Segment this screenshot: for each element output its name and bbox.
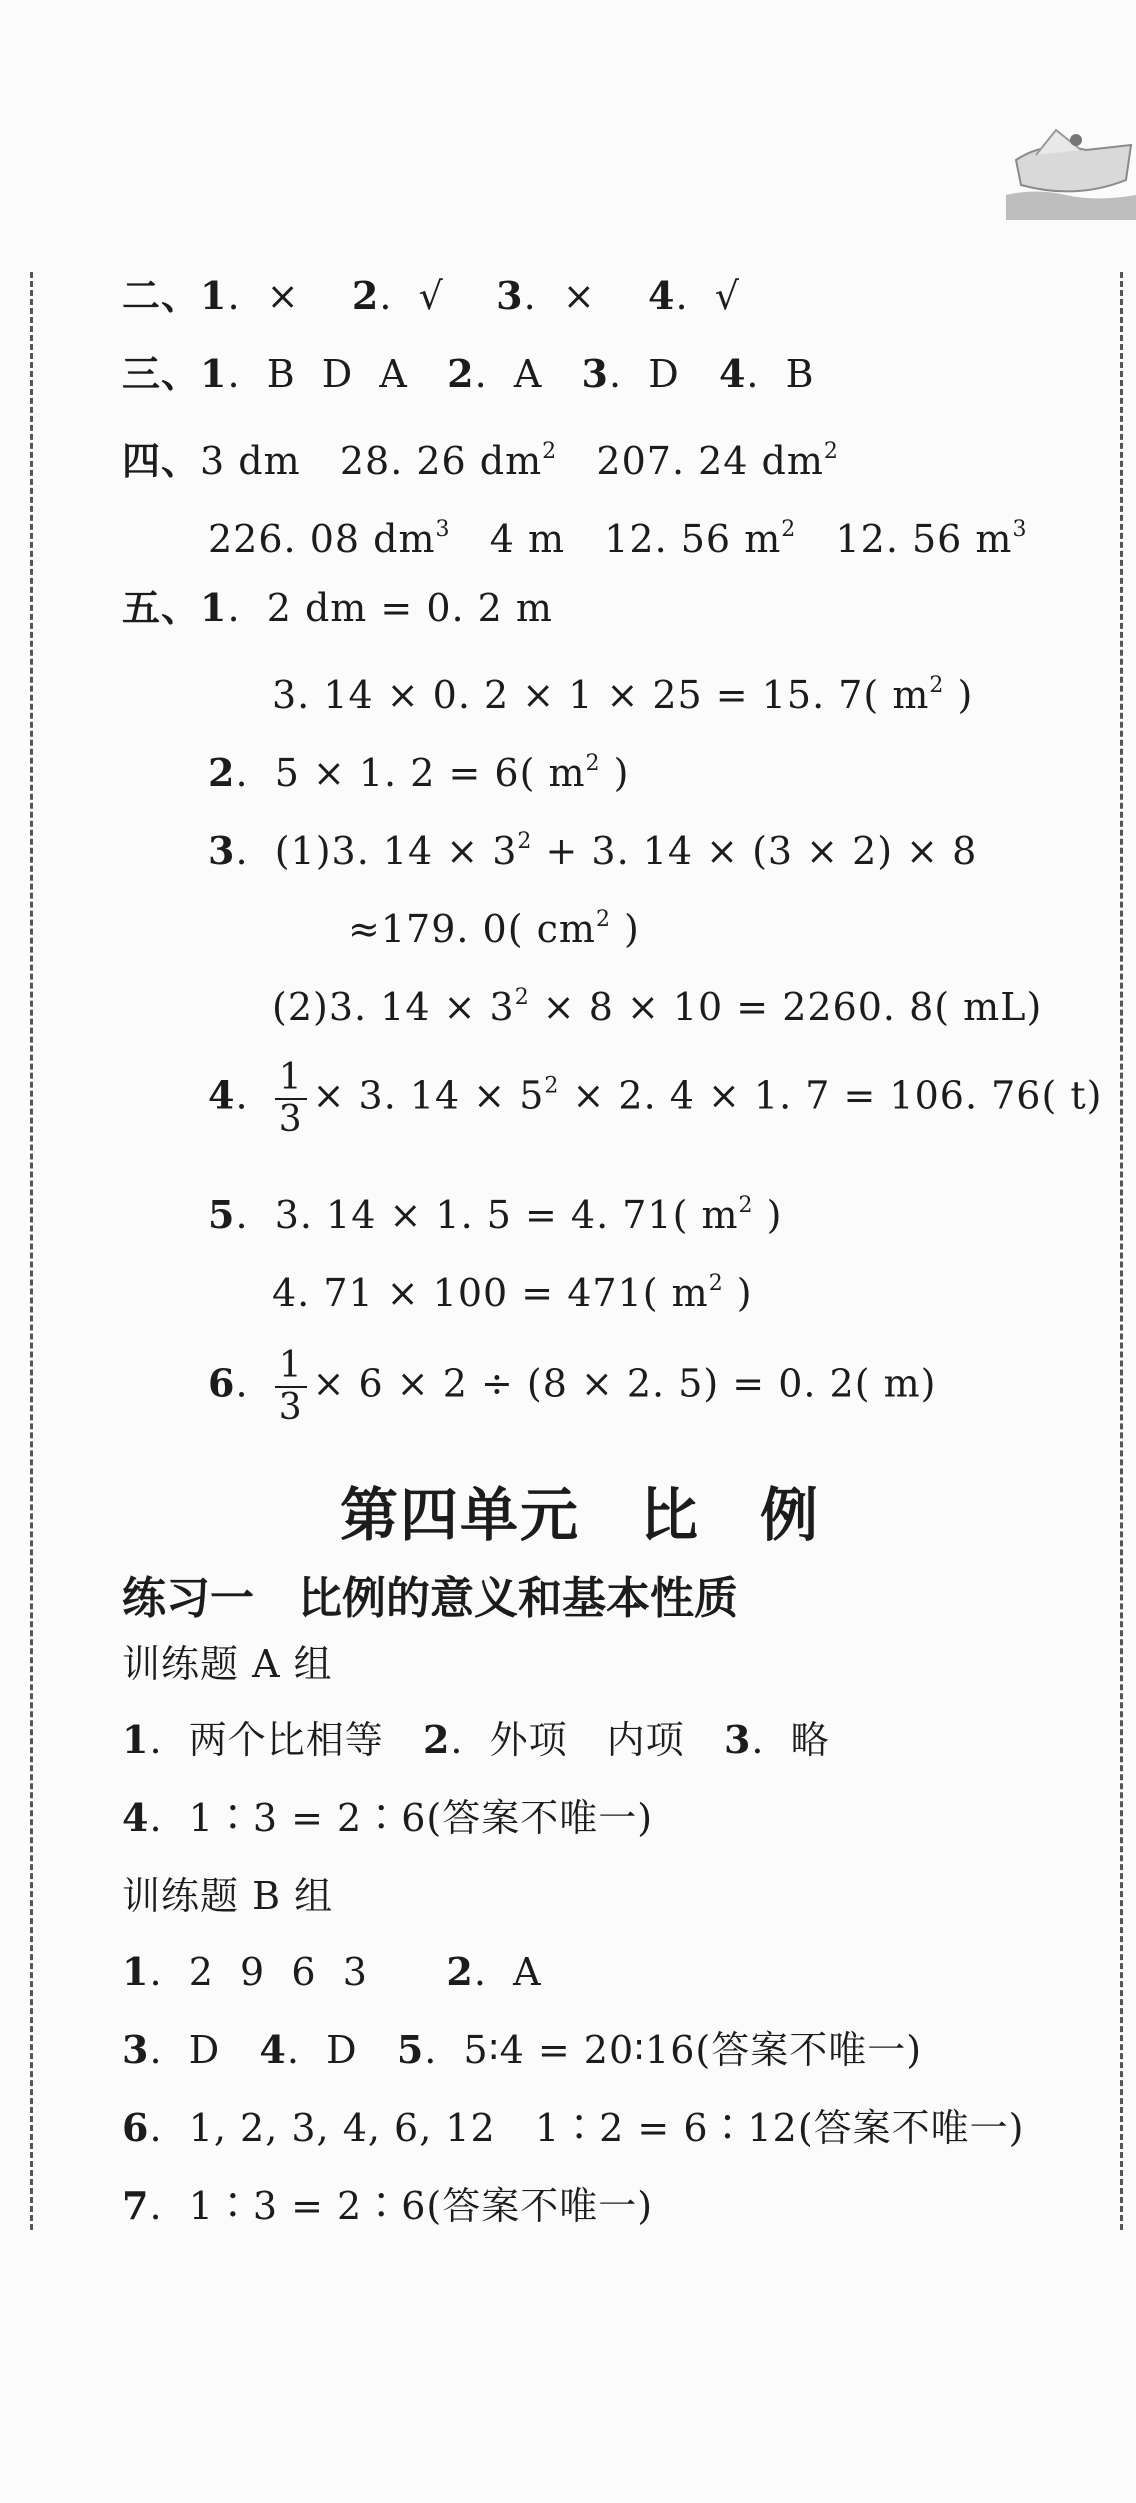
group-a-title: 训练题 A 组 bbox=[122, 1642, 333, 1686]
section-5-q6: 6. $\frac{1}{3}$ × 6 × 2 ÷ (8 × 2. 5) = 0. 2( m) bbox=[208, 1345, 937, 1428]
section-5-q1-line-2: 3. 14 × 0. 2 × 1 × 25 = 15. 7( $m^2$ ) bbox=[272, 673, 974, 717]
lesson-title: 练习一 比例的意义和基本性质 bbox=[122, 1573, 738, 1624]
unit-title: 第四单元 比 例 bbox=[340, 1481, 821, 1549]
section-5-q5-line-2: 4. 71 × 100 = 471( $m^2$ ) bbox=[272, 1271, 753, 1315]
fraction: $\frac{1}{3}$ bbox=[275, 1346, 307, 1428]
section-5-q2: 2. 5 × 1. 2 = 6( $m^2$ ) bbox=[208, 750, 630, 795]
section-4-line-2: 226. 08 $dm^3$ 4 m 12. 56 $m^2$ 12. 56 $m^3$ bbox=[208, 517, 1028, 561]
section-5-q4: 4. $\frac{1}{3}$ × 3. $14 \times 5^2 \times 2$. 4 × 1. 7 = 106. 76( t) bbox=[208, 1057, 1103, 1140]
section-5-q1-line-1: 五、1. 2 dm = 0. 2 m bbox=[122, 585, 553, 630]
group-a-line-2: 4. 1∶3 = 2∶6(答案不唯一) bbox=[122, 1795, 654, 1840]
section-label: 二、 bbox=[122, 273, 201, 318]
section-5-q3-line-3: (2)3. $14 \times 3^2 \times 8 \times 10 = 2260$. 8( mL) bbox=[272, 985, 1043, 1029]
section-5-q3-line-2: ≈179. 0( $cm^2$ ) bbox=[348, 907, 640, 951]
group-b-line-3: 6. 1, 2, 3, 4, 6, 12 1∶2 = 6∶12(答案不唯一) bbox=[122, 2105, 1025, 2150]
section-label: 五、 bbox=[122, 585, 201, 630]
group-b-line-2: 3. D 4. D 5. 5∶4 = 20∶16(答案不唯一) bbox=[122, 2027, 923, 2072]
right-dashed-border bbox=[1120, 272, 1123, 2230]
fraction: $\frac{1}{3}$ bbox=[275, 1058, 307, 1140]
left-dashed-border bbox=[30, 272, 33, 2230]
group-a-line-1: 1. 两个比相等 2. 外项 内项 3. 略 bbox=[122, 1717, 830, 1762]
section-label: 三、 bbox=[122, 351, 201, 396]
boat-illustration-icon bbox=[1006, 100, 1136, 220]
section-5-q3-line-1: 3. (1)3. $14 \times 3^2 + 3$. 14 × (3 × 2) × 8 bbox=[208, 828, 978, 873]
section-2-line: 二、1. × 2. √ 3. × 4. √ bbox=[122, 273, 740, 318]
section-label: 四、 bbox=[122, 438, 201, 483]
section-3-line: 三、1. B D A 2. A 3. D 4. B bbox=[122, 351, 815, 396]
section-4-line-1: 四、3 dm 28. 26 $dm^2$ 207. 24 $dm^2$ bbox=[122, 438, 839, 483]
section-5-q5-line-1: 5. 3. 14 × 1. 5 = 4. 71( $m^2$ ) bbox=[208, 1192, 783, 1237]
group-b-title: 训练题 B 组 bbox=[122, 1874, 334, 1918]
group-b-line-4: 7. 1∶3 = 2∶6(答案不唯一) bbox=[122, 2183, 654, 2228]
group-b-line-1: 1. 2 9 6 3 2. A bbox=[122, 1949, 542, 1994]
